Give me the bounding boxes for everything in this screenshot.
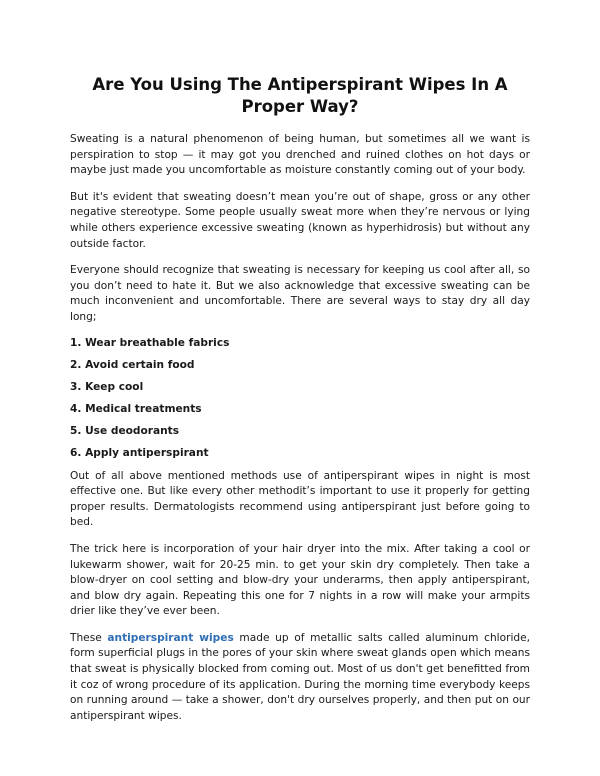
paragraph-stereotype: But it's evident that sweating doesn’t mean you’re out of shape, gross or any other negative stereotype. Some people usually sweat more when they’re nervous or lying while others experience excessive sweating (known as hyperhidrosis) but without any outside factor. <box>70 190 530 250</box>
paragraph-recognize: Everyone should recognize that sweating is necessary for keeping us cool after all, so you don’t need to hate it. But we also acknowledge that excessive sweating can be much inconvenient and uncomfortable. There are several ways to stay dry all day long; <box>70 264 530 323</box>
paragraph-intro: Sweating is a natural phenomenon of being human, but sometimes all we want is perspiration to stop — it may got you drenched and ruined clothes on hot days or maybe just made you uncomfortable as moisture constantly coming out of your body. <box>70 133 530 177</box>
list-item: 2. Avoid certain food <box>70 358 195 371</box>
list-item: 5. Use deodorants <box>70 424 180 437</box>
list-item: 3. Keep cool <box>70 380 144 393</box>
list-item: 1. Wear breathable fabrics <box>70 336 230 349</box>
wipes-body: made up of metallic salts called aluminum chloride, form superficial plugs in the pores of your skin where sweat glands open which means that sweat is physically blocked from coming out. Most of us don't get benefitted from it coz of wrong procedure of its application. During the morning time everybody keeps on running around — take a shower, don't dry ourselves properly, and then put on our antiperspirant wipes. <box>70 631 530 722</box>
article-title: Are You Using The Antiperspirant Wipes In A Proper Way? <box>92 75 508 116</box>
paragraph-trick: The trick here is incorporation of your hair dryer into the mix. After taking a cool or lukewarm shower, wait for 20-25 min. to get your skin dry completely. Then take a blow-dryer on cool setting and blow-dry your underarms, then apply antiperspirant, and blow dry again. Repeating this one for 7 nights in a row will make your armpits drier like they’ve ever been. <box>70 542 530 618</box>
list-item: 4. Medical treatments <box>70 402 202 415</box>
list-item: 6. Apply antiperspirant <box>70 446 209 459</box>
antiperspirant-wipes-link[interactable]: antiperspirant wipes <box>107 631 234 644</box>
paragraph-wipes <box>70 631 530 725</box>
wipes-prefix: These <box>70 631 108 644</box>
paragraph-effective: Out of all above mentioned methods use of antiperspirant wipes in night is most effective one. But like every other methodit’s important to use it properly for getting proper results. Dermatologists recommend using antiperspirant just before going to bed. <box>70 469 530 529</box>
methods-list <box>70 337 530 459</box>
